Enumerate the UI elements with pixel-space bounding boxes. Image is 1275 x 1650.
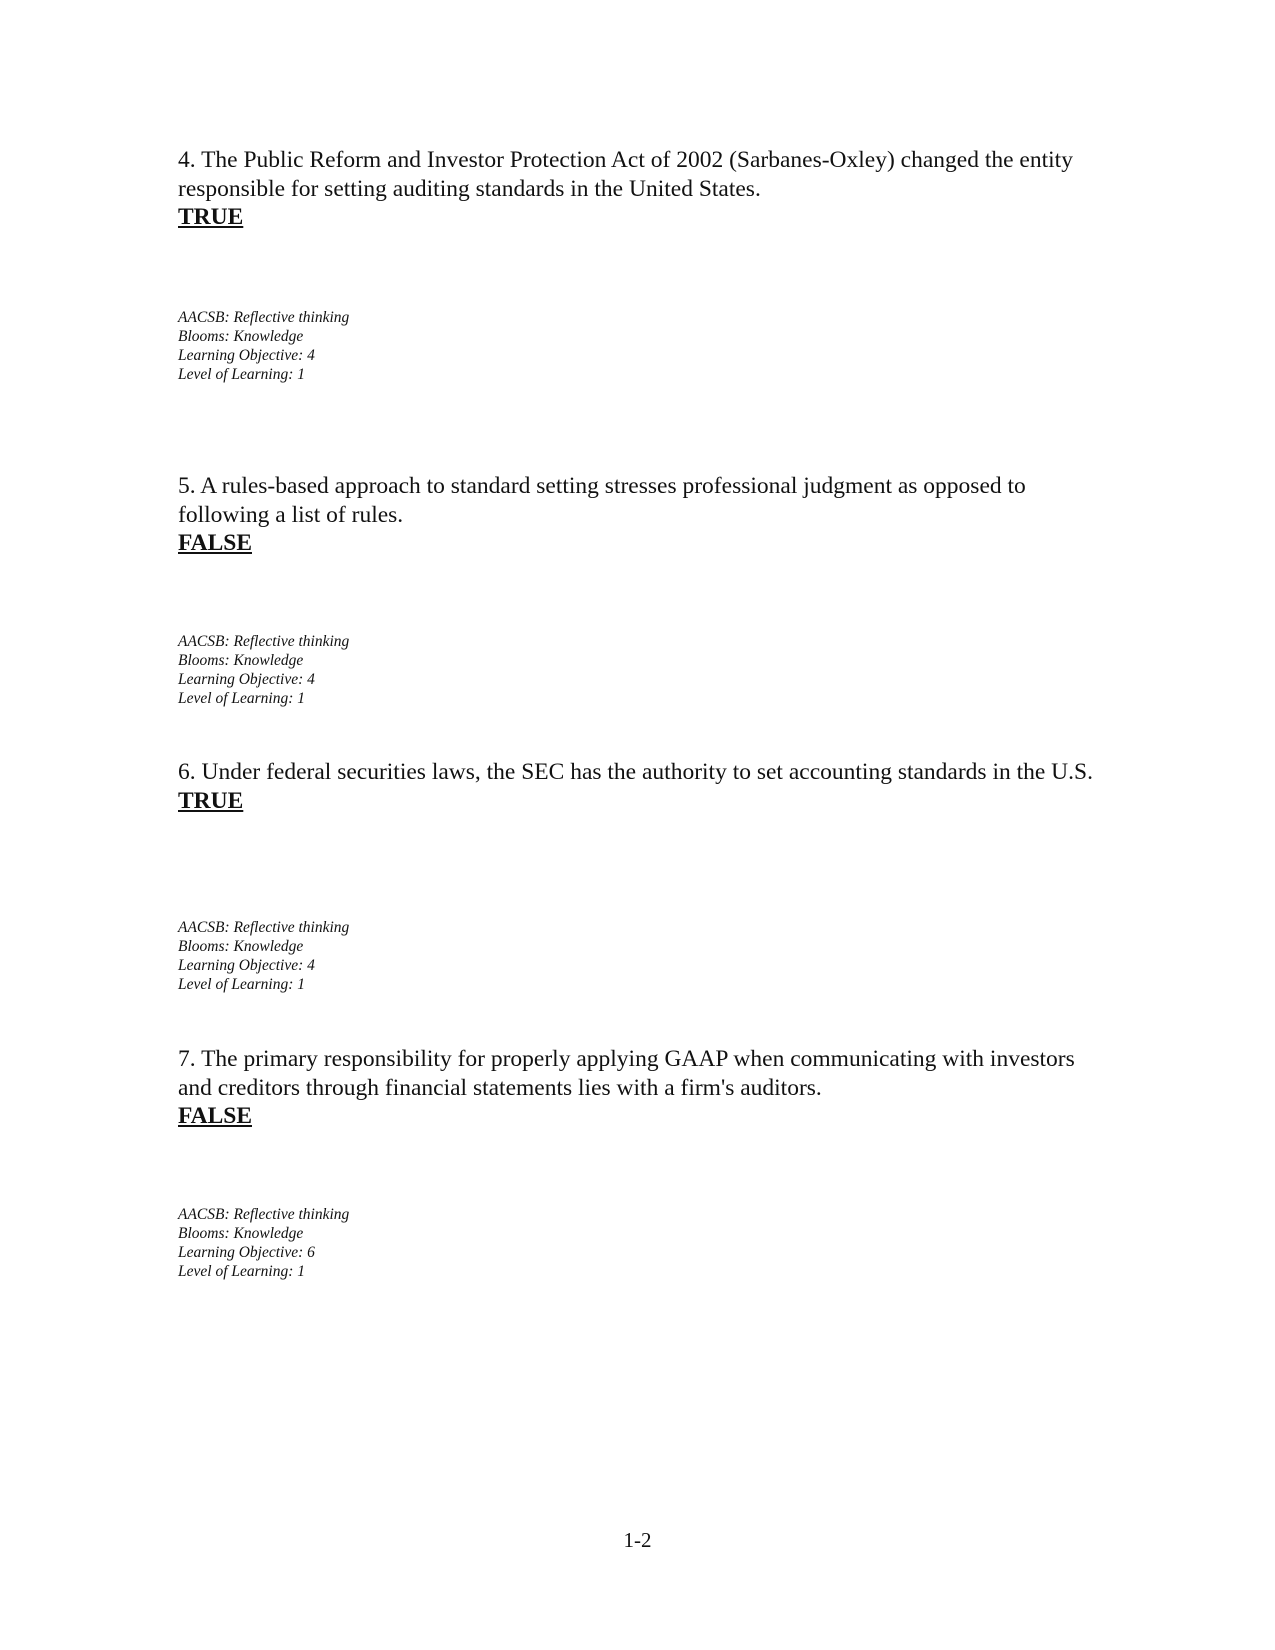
question-5-meta bbox=[178, 632, 578, 708]
meta-objective: Learning Objective: 4 bbox=[178, 671, 315, 688]
meta-aacsb: AACSB: Reflective thinking bbox=[178, 309, 350, 326]
question-7-answer: FALSE bbox=[178, 1103, 252, 1129]
meta-aacsb: AACSB: Reflective thinking bbox=[178, 1206, 350, 1223]
meta-blooms: Blooms: Knowledge bbox=[178, 328, 304, 345]
question-6-text: 6. Under federal securities laws, the SEC has the authority to set accounting standards in the U.S. bbox=[178, 759, 1093, 785]
question-7-text: 7. The primary responsibility for properly applying GAAP when communicating with investors and creditors through financial statements lies with a firm's auditors. bbox=[178, 1046, 1075, 1101]
meta-aacsb: AACSB: Reflective thinking bbox=[178, 919, 350, 936]
question-4 bbox=[178, 146, 1108, 232]
question-6-answer: TRUE bbox=[178, 787, 244, 814]
meta-blooms: Blooms: Knowledge bbox=[178, 652, 304, 669]
meta-objective: Learning Objective: 4 bbox=[178, 957, 315, 974]
page-number: 1-2 bbox=[623, 1528, 652, 1552]
question-4-text: 4. The Public Reform and Investor Protection Act of 2002 (Sarbanes-Oxley) changed the entity responsible for setting auditing standards in the United States. bbox=[178, 147, 1073, 202]
question-6 bbox=[178, 758, 1108, 815]
meta-aacsb: AACSB: Reflective thinking bbox=[178, 633, 350, 650]
question-4-meta bbox=[178, 308, 578, 384]
question-7 bbox=[178, 1045, 1108, 1131]
question-5 bbox=[178, 472, 1108, 558]
question-4-answer: TRUE bbox=[178, 204, 244, 230]
meta-level: Level of Learning: 1 bbox=[178, 976, 305, 993]
meta-blooms: Blooms: Knowledge bbox=[178, 1225, 304, 1242]
meta-objective: Learning Objective: 4 bbox=[178, 347, 315, 364]
question-5-text: 5. A rules-based approach to standard setting stresses professional judgment as opposed to following a list of rules. bbox=[178, 473, 1026, 528]
question-6-meta bbox=[178, 918, 578, 994]
question-7-meta bbox=[178, 1205, 578, 1281]
meta-level: Level of Learning: 1 bbox=[178, 1263, 305, 1280]
meta-objective: Learning Objective: 6 bbox=[178, 1244, 315, 1261]
meta-level: Level of Learning: 1 bbox=[178, 366, 305, 383]
question-5-answer: FALSE bbox=[178, 530, 252, 556]
meta-level: Level of Learning: 1 bbox=[178, 690, 305, 707]
meta-blooms: Blooms: Knowledge bbox=[178, 938, 304, 955]
